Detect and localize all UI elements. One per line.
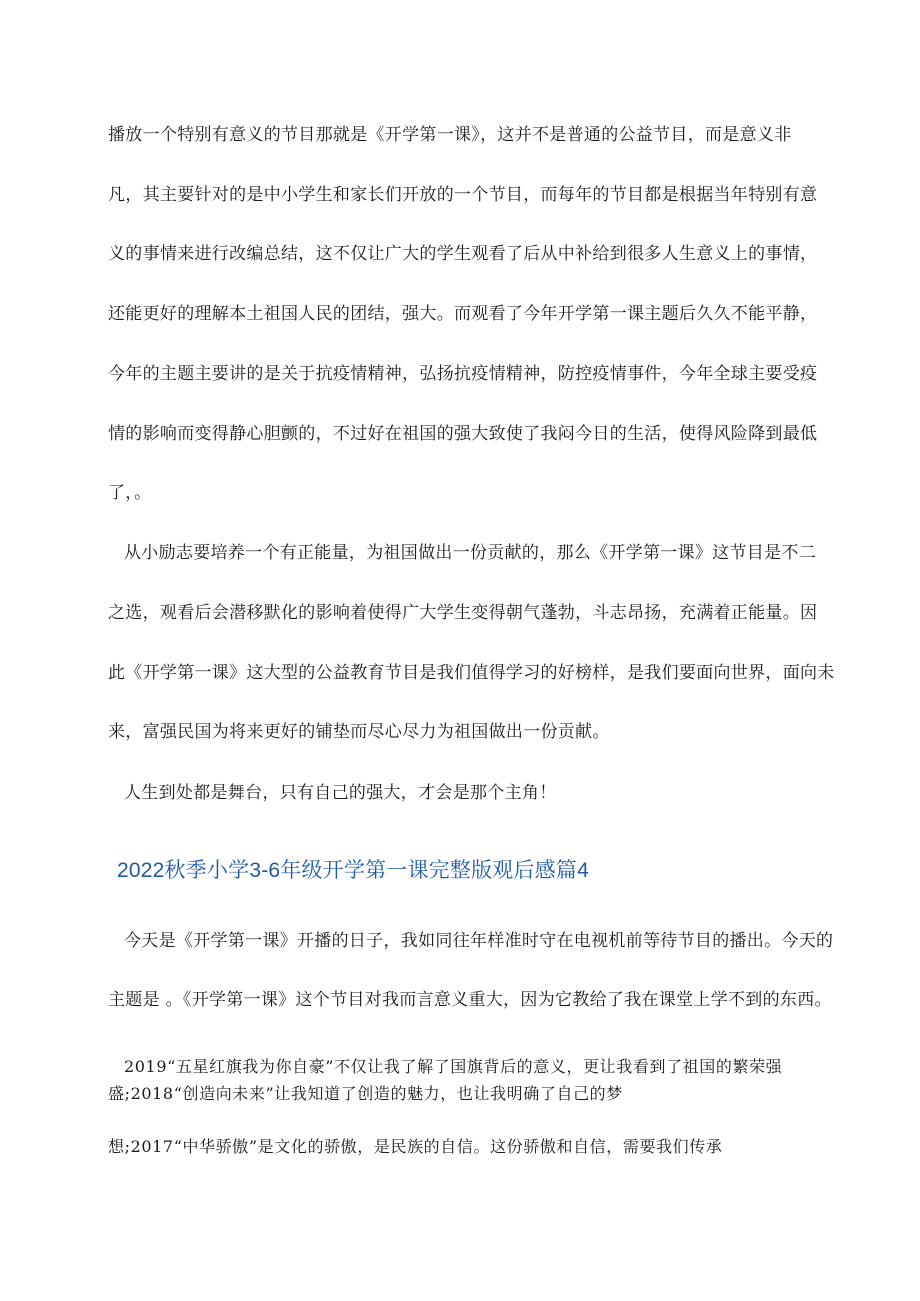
paragraph-4-line-1: 今天是《开学第一课》开播的日子，我如同往年样准时守在电视机前等待节目的播出。今天的 bbox=[124, 931, 834, 951]
paragraph-3-line-1: 人生到处都是舞台，只有自己的强大，才会是那个主角！ bbox=[124, 783, 557, 803]
paragraph-1-line-1: 播放一个特别有意义的节目那就是《开学第一课》，这并不是普通的公益节目，而是意义非 bbox=[108, 125, 792, 145]
paragraph-5-line-3: 想;2017“中华骄傲”是文化的骄傲，是民族的自信。这份骄傲和自信，需要我们传承 bbox=[108, 1137, 723, 1156]
paragraph-1-line-5: 今年的主题主要讲的是关于抗疫情精神，弘扬抗疫情精神，防控疫情事件，今年全球主要受疫 bbox=[108, 364, 818, 384]
paragraph-2-line-4: 来，富强民国为将来更好的铺垫而尽心尽力为祖国做出一份贡献。 bbox=[108, 722, 610, 742]
paragraph-5-line-2: 盛;2018“创造向未来”让我知道了创造的魅力，也让我明确了自己的梦 bbox=[108, 1084, 623, 1103]
paragraph-4-line-2: 主题是 。《开学第一课》这个节目对我而言意义重大，因为它教给了我在课堂上学不到的东西。 bbox=[108, 990, 832, 1010]
paragraph-2-line-2: 之选，观看后会潜移默化的影响着使得广大学生变得朝气蓬勃，斗志昂扬，充满着正能量。因 bbox=[108, 603, 818, 623]
paragraph-1-line-4: 还能更好的理解本土祖国人民的团结，强大。而观看了今年开学第一课主题后久久不能平静， bbox=[108, 304, 818, 324]
paragraph-5-line-1: 2019“五星红旗我为你自豪”不仅让我了解了国旗背后的意义，更让我看到了祖国的繁荣强 bbox=[124, 1057, 783, 1076]
paragraph-2-line-1: 从小励志要培养一个有正能量，为祖国做出一份贡献的，那么《开学第一课》这节目是不二 bbox=[124, 543, 816, 563]
paragraph-1-line-7: 了，。 bbox=[108, 483, 152, 503]
paragraph-2-line-3: 此《开学第一课》这大型的公益教育节目是我们值得学习的好榜样，是我们要面向世界，面向未 bbox=[108, 663, 835, 683]
section-heading: 2022秋季小学3-6年级开学第一课完整版观后感篇4 bbox=[117, 859, 589, 882]
paragraph-1-line-3: 义的事情来进行改编总结，这不仅让广大的学生观看了后从中补给到很多人生意义上的事情， bbox=[108, 244, 818, 264]
paragraph-1-line-2: 凡，其主要针对的是中小学生和家长们开放的一个节目，而每年的节目都是根据当年特别有意 bbox=[108, 185, 818, 205]
paragraph-1-line-6: 情的影响而变得静心胆颤的，不过好在祖国的强大致使了我闷今日的生活，使得风险降到最低 bbox=[108, 424, 818, 444]
